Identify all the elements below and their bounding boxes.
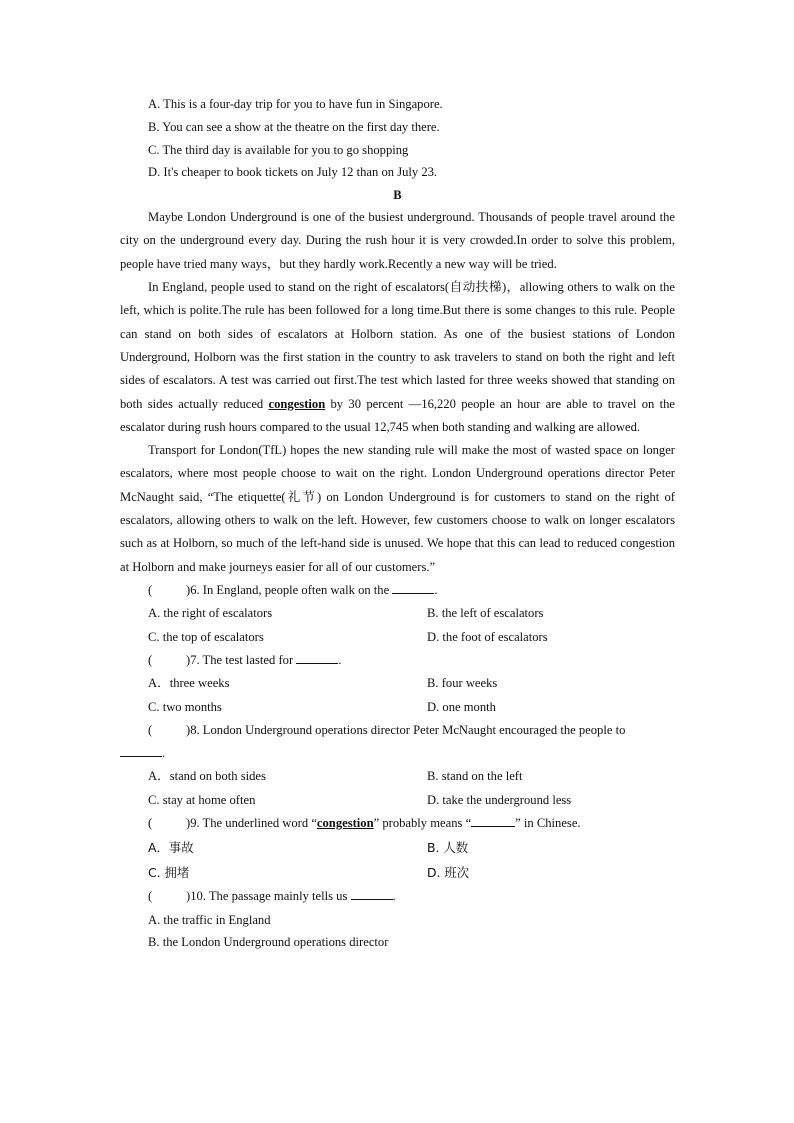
question-10 (120, 885, 675, 908)
q6-option-c[interactable]: C. the top of escalators (148, 629, 264, 644)
question-end: . (434, 582, 438, 597)
q8-option-d[interactable]: D. take the underground less (427, 792, 572, 807)
paragraph-2 (120, 276, 675, 439)
underlined-word: congestion (268, 396, 326, 411)
answer-blank[interactable] (296, 651, 338, 664)
paragraph-3: Transport for London(TfL) hopes the new standing rule will make the most of wasted space on longer escalators, where most people choose to wait on the right. London Underground operations director Peter McNaught said, “The etiquette(礼节) on London Underground is for customers to stand on the right of escalators, allowing others to walk on the left. However, few customers choose to walk on longer escalators such as at Holborn, so much of the left-hand side is unused. We hope that this can lead to reduced congestion at Holborn and make journeys easier for all of our customers.” (120, 443, 675, 574)
q6-option-a[interactable]: A. the right of escalators (148, 606, 273, 621)
underlined-word: congestion (316, 816, 374, 831)
q6-option-d[interactable]: D. the foot of escalators (427, 629, 548, 644)
option-b: B. You can see a show at the theatre on the first day there. (148, 119, 440, 134)
answer-blank[interactable] (120, 744, 162, 757)
question-9-text-c: ” in Chinese. (515, 816, 581, 831)
q7-option-c[interactable]: C. two months (148, 699, 222, 714)
question-9-options-row-2 (120, 860, 675, 885)
question-6-text: )6. In England, people often walk on the (186, 582, 390, 597)
q9-option-c[interactable]: C. 拥堵 (148, 865, 190, 881)
q8-option-c[interactable]: C. stay at home often (148, 792, 256, 807)
question-9-text-a: )9. The underlined word “ (186, 816, 317, 831)
question-9-options-row-1 (120, 835, 675, 860)
previous-question-options (120, 93, 675, 184)
q8-option-a[interactable]: A．stand on both sides (148, 769, 266, 784)
question-end: . (162, 746, 166, 761)
question-7 (120, 649, 675, 672)
answer-paren[interactable]: ( (148, 816, 153, 831)
question-9-text-b: ” probably means “ (373, 816, 472, 831)
document-page (120, 93, 675, 954)
question-6-options-row-1 (120, 602, 675, 625)
paragraph-2-text-b: by 30 percent —16,220 people an hour are able to travel on the escalator during rush hours compared to the usual 12,745 when both standing and walking are allowed. (120, 396, 676, 434)
question-8 (120, 719, 675, 742)
question-end: . (392, 889, 396, 904)
q9-option-a[interactable]: A．事故 (148, 840, 194, 856)
question-7-text: )7. The test lasted for (186, 652, 294, 667)
question-9 (120, 812, 675, 835)
q8-option-b[interactable]: B. stand on the left (427, 769, 523, 784)
question-7-options-row-1 (120, 672, 675, 695)
answer-paren[interactable]: ( (148, 582, 153, 597)
paragraph-1: Maybe London Underground is one of the busiest underground. Thousands of people travel around the city on the underground every day. During the rush hour it is very crowded.In order to solve this problem, people have tried many ways，but they hardly work.Recently a new way will be tried. (120, 210, 675, 271)
question-10-text: )10. The passage mainly tells us (186, 889, 348, 904)
q6-option-b[interactable]: B. the left of escalators (427, 606, 544, 621)
answer-paren[interactable]: ( (148, 889, 153, 904)
section-title: B (393, 188, 402, 203)
question-8-text: )8. London Underground operations director Peter McNaught encouraged the people to (186, 722, 626, 737)
option-a: A. This is a four-day trip for you to have fun in Singapore. (148, 97, 443, 111)
q7-option-d[interactable]: D. one month (427, 699, 496, 714)
question-8-blank-line (120, 742, 675, 765)
option-d: D. It's cheaper to book tickets on July 12 than on July 23. (148, 165, 438, 180)
q7-option-b[interactable]: B. four weeks (427, 676, 498, 691)
q10-option-b[interactable]: B. the London Underground operations director (148, 935, 389, 950)
answer-paren[interactable]: ( (148, 652, 153, 667)
answer-blank[interactable] (471, 814, 515, 827)
question-8-options-row-1 (120, 765, 675, 788)
question-8-options-row-2 (120, 789, 675, 812)
question-end: . (338, 652, 342, 667)
question-7-options-row-2 (120, 696, 675, 719)
answer-blank[interactable] (392, 581, 434, 594)
q9-option-d[interactable]: D. 班次 (427, 865, 470, 881)
q7-option-a[interactable]: A．three weeks (148, 676, 230, 691)
question-6-options-row-2 (120, 626, 675, 649)
answer-blank[interactable] (351, 887, 393, 900)
paragraph-2-text-a: In England, people used to stand on the right of escalators(自动扶梯)，allowing others to walk on the left, which is polite.The rule has been followed for a long time.But there is some changes to this rule. People can stand on both sides of escalators at Holborn station. As one of the busiest stations of London Underground, Holborn was the first station in the country to ask travelers to stand on both the right and left sides of escalators. A test was carried out first.The test which lasted for three weeks showed that standing on both sides actually reduced (120, 280, 675, 411)
q9-option-b[interactable]: B. 人数 (427, 840, 469, 856)
option-c: C. The third day is available for you to go shopping (148, 142, 409, 157)
q10-option-a[interactable]: A. the traffic in England (148, 912, 271, 927)
answer-paren[interactable]: ( (148, 722, 153, 737)
question-6 (120, 579, 675, 602)
